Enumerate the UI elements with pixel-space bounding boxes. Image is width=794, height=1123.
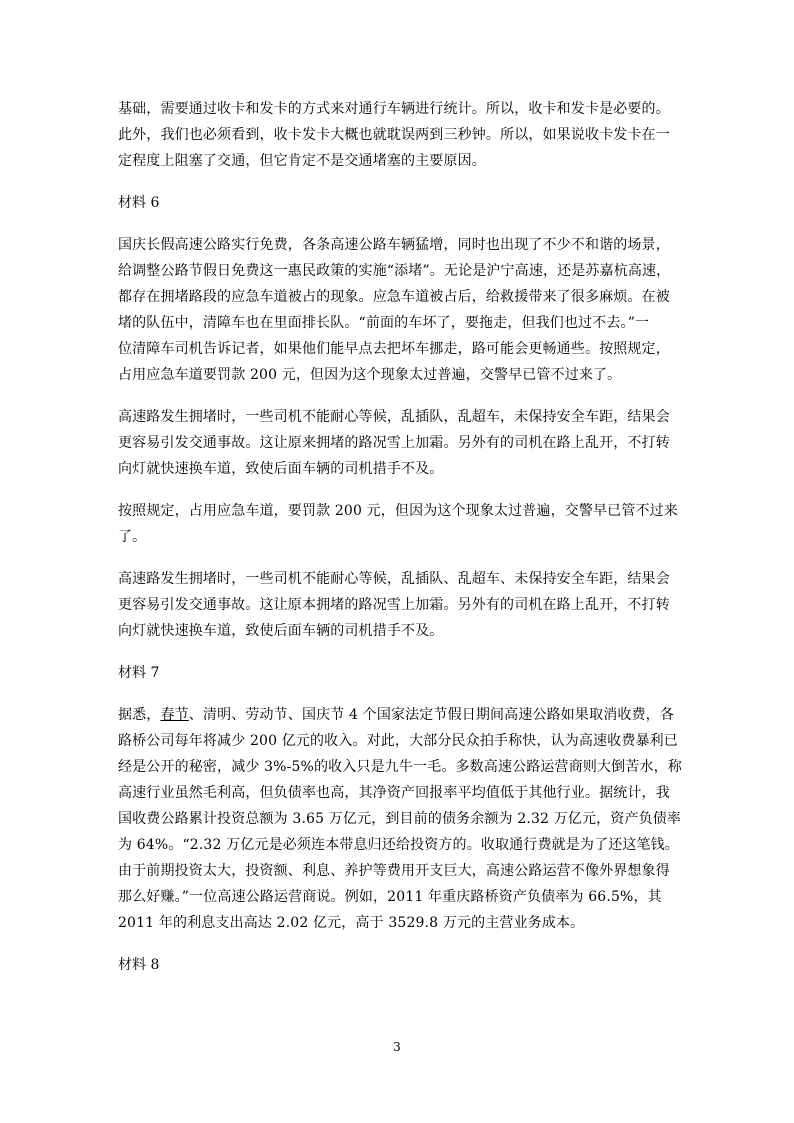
text-line: 高速路发生拥堵时，一些司机不能耐心等候，乱插队、乱超车、未保持安全车距，结果会 [118,571,670,587]
text-line: 基础，需要通过收卡和发卡的方式来对通行车辆进行统计。所以，收卡和发卡是必要的。 [118,101,670,117]
paragraph-material-6-c [118,498,678,550]
page-number: 3 [393,1040,401,1054]
text-line: 了。 [118,529,147,545]
text-line: 按照规定，占用应急车道，要罚款 200 元，但因为这个现象太过普遍，交警早已管不过来 [118,503,678,519]
text-line: 位清障车司机告诉记者，如果他们能早点去把坏车挪走，路可能会更畅通些。按照规定， [118,341,670,357]
text-line: 都存在拥堵路段的应急车道被占的现象。应急车道被占后，给救援带来了很多麻烦。在被 [118,289,670,305]
text-segment: 、清明、劳动节、国庆节 4 个国家法定节假日期间高速公路如果取消收费，各 [188,707,674,723]
text-line: 占用应急车道要罚款 200 元，但因为这个现象太过普遍，交警早已管不过来了。 [118,367,622,383]
paragraph-material-6-b [118,404,678,482]
text-line: 那么好赚。”一位高速公路运营商说。例如，2011 年重庆路桥资产负债率为 66.5%，其 [118,889,662,905]
text-line: 国庆长假高速公路实行免费，各条高速公路车辆猛增，同时也出现了不少不和谐的场景， [118,237,670,253]
text-line: 由于前期投资太大，投资额、利息、养护等费用开支巨大，高速公路运营不像外界想象得 [118,863,670,879]
text-line: 经是公开的秘密，减少 3%-5%的收入只是九牛一毛。多数高速公路运营商则大倒苦水，称 [118,759,682,775]
text-line: 更容易引发交通事故。这让原本拥堵的路况雪上加霜。另外有的司机在路上乱开，不打转 [118,597,670,613]
text-line: 定程度上阻塞了交通，但它肯定不是交通堵塞的主要原因。 [118,153,486,169]
text-line: 给调整公路节假日免费这一惠民政策的实施“添堵”。无论是沪宁高速，还是苏嘉杭高速， [118,263,671,279]
text-line: 路桥公司每年将减少 200 亿元的收入。对此，大部分民众拍手称快，认为高速收费暴利已 [118,733,678,749]
paragraph-material-6-a [118,232,678,388]
text-line: 2011 年的利息支出高达 2.02 亿元，高于 3529.8 万元的主营业务成本。 [118,915,585,931]
page-body [118,96,682,978]
paragraph-material-6-d [118,566,678,644]
text-segment: 据悉， [118,707,161,723]
text-line: 向灯就快速换车道，致使后面车辆的司机措手不及。 [118,623,444,639]
text-line: 高速行业虽然毛利高，但负债率也高，其净资产回报率平均值低于其他行业。据统计，我 [118,785,670,801]
section-heading-material-7: 材料 7 [118,665,160,681]
paragraph-material-7 [118,702,682,936]
paragraph-intro [118,96,678,174]
text-line: 高速路发生拥堵时，一些司机不能耐心等候，乱插队，乱超车，未保持安全车距，结果会 [118,409,670,425]
section-heading-material-8: 材料 8 [118,957,160,973]
section-heading-material-6: 材料 6 [118,195,160,211]
text-line: 为 64%。“2.32 万亿元是必须连本带息归还给投资方的。收取通行费就是为了还这笔钱。 [118,837,679,853]
text-line [118,702,678,728]
text-line: 向灯就快速换车道，致使后面车辆的司机措手不及。 [118,461,444,477]
text-line: 国收费公路累计投资总额为 3.65 万亿元，到目前的债务余额为 2.32 万亿元，资产负债率 [118,811,682,827]
text-line: 此外，我们也必须看到，收卡发卡大概也就耽误两到三秒钟。所以，如果说收卡发卡在一 [118,127,670,143]
text-line: 堵的队伍中，清障车也在里面排长队。“前面的车坏了，要拖走，但我们也过不去。”一 [118,315,650,331]
text-line: 更容易引发交通事故。这让原来拥堵的路况雪上加霜。另外有的司机在路上乱开，不打转 [118,435,670,451]
spring-festival-link[interactable]: 春节 [160,707,189,723]
